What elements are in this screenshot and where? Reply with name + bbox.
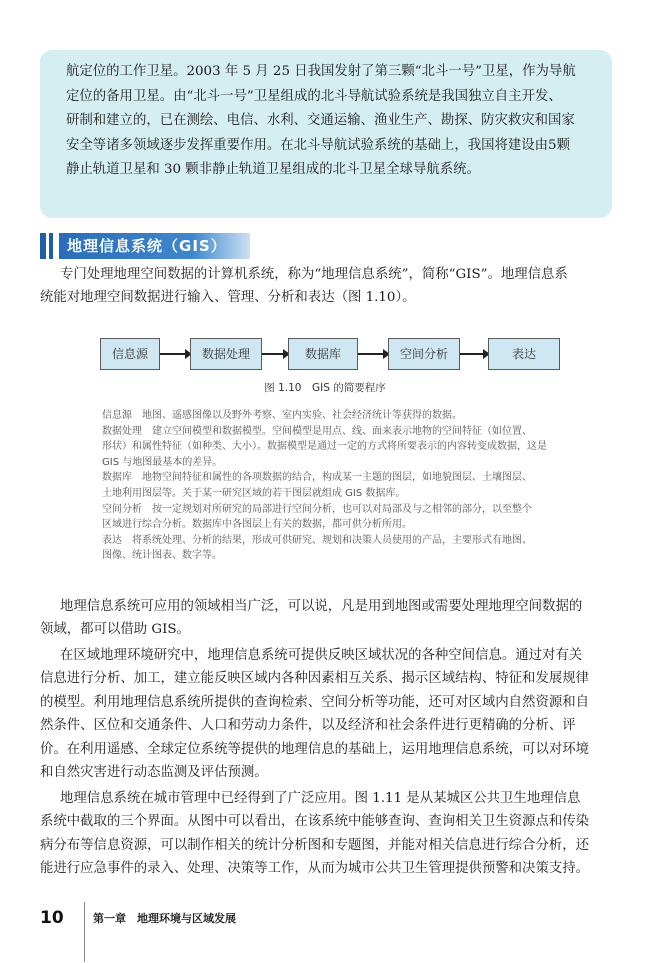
note-line: GIS 与地图最基本的差异。 xyxy=(102,456,223,468)
gis-flow-diagram xyxy=(100,338,560,370)
body-line: 的模型。利用地理信息系统所提供的查询检索、空间分析等功能，还可对区域内自然资源和自 xyxy=(40,694,590,710)
footer-divider xyxy=(84,902,85,962)
body-paragraph-3 xyxy=(40,787,616,881)
flow-step-database: 数据库 xyxy=(288,338,358,370)
flow-arrow-icon xyxy=(262,353,288,355)
figure-caption: 图 1.10 GIS 的简要程序 xyxy=(264,382,386,394)
body-line: 地理信息系统可应用的领域相当广泛，可以说，凡是用到地图或需要处理地理空间数据的 xyxy=(60,599,583,614)
flow-step-processing: 数据处理 xyxy=(190,338,262,370)
body-paragraph-1 xyxy=(40,595,616,642)
intro-line: 统能对地理空间数据进行输入、管理、分析和表达（图 1.10）。 xyxy=(40,290,416,306)
body-line: 然条件、区位和交通条件、人口和劳动力条件，以及经济和社会条件进行更精确的分析、评 xyxy=(40,718,576,734)
page-number: 10 xyxy=(40,908,64,928)
info-line: 研制和建立的，已在测绘、电信、水利、交通运输、渔业生产、勘探、防灾救灾和国家 xyxy=(66,113,575,129)
note-line: 数据处理 建立空间模型和数据模型。空间模型是用点、线、面来表示地物的空间特征（如位置、 xyxy=(102,425,532,437)
note-line: 数据库 地物空间特征和属性的各项数据的结合，构成某一主题的图层，如地貌图层、土壤图层、 xyxy=(102,472,532,484)
note-line: 区域进行综合分析。数据库中各图层上有关的数据，都可供分析所用。 xyxy=(102,519,412,531)
info-box xyxy=(40,50,612,218)
intro-paragraph xyxy=(40,263,616,310)
info-line: 定位的备用卫星。由“北斗一号”卫星组成的北斗导航试验系统是我国独立自主开发、 xyxy=(66,88,562,104)
flow-step-expression: 表达 xyxy=(488,338,560,370)
body-line: 系统中截取的三个界面。从图中可以看出，在该系统中能够查询、查询相关卫生资源点和传染 xyxy=(40,814,590,830)
flow-arrow-icon xyxy=(160,353,190,355)
body-line: 信息进行分析、加工，建立能反映区域内各种因素相互关系、揭示区域结构、特征和发展规律 xyxy=(40,671,590,687)
body-line: 在区域地理环境研究中，地理信息系统可提供反映区域状况的各种空间信息。通过对有关 xyxy=(60,648,583,663)
body-line: 价。在利用遥感、全球定位系统等提供的地理信息的基础上，运用地理信息系统，可以对环境 xyxy=(40,741,590,757)
info-line: 航定位的工作卫星。2003 年 5 月 25 日我国发射了第三颗“北斗一号”卫星，作为导航 xyxy=(66,64,576,79)
body-paragraph-2 xyxy=(40,644,616,784)
body-line: 地理信息系统在城市管理中已经得到了广泛应用。图 1.11 是从某城区公共卫生地理信息 xyxy=(60,791,581,806)
figure-notes xyxy=(102,408,582,564)
chapter-title: 第一章 地理环境与区域发展 xyxy=(93,912,236,925)
body-line: 能进行应急事件的录入、处理、决策等工作，从而为城市公共卫生管理提供预警和决策支持。 xyxy=(40,861,590,877)
body-line: 和自然灾害进行动态监测及评估预测。 xyxy=(40,765,268,781)
note-line: 土地利用图层等。关于某一研究区域的若干图层就组成 GIS 数据库。 xyxy=(102,487,406,499)
info-line: 静止轨道卫星和 30 颗非静止轨道卫星组成的北斗卫星全球导航系统。 xyxy=(66,162,480,178)
intro-line: 专门处理地理空间数据的计算机系统，称为“地理信息系统”，简称“GIS”。地理信息系 xyxy=(60,267,568,282)
info-line: 安全等诸多领域逐步发挥重要作用。在北斗导航试验系统的基础上，我国将建设由5颗 xyxy=(66,137,570,153)
body-line: 领域，都可以借助 GIS。 xyxy=(40,622,190,638)
flow-arrow-icon xyxy=(460,353,488,355)
note-line: 形状）和属性特征（如种类、大小）。数据模型是通过一定的方式将所要表示的内容转变成数据，这是 xyxy=(102,441,547,453)
flow-arrow-icon xyxy=(358,353,388,355)
note-line: 表达 将系统处理、分析的结果，形成可供研究、规划和决策人员使用的产品，主要形式有地图、 xyxy=(102,534,532,546)
note-line: 信息源 地图、遥感图像以及野外考察、室内实验、社会经济统计等获得的数据。 xyxy=(102,410,462,421)
flow-step-source: 信息源 xyxy=(100,338,160,370)
heading-bars-icon xyxy=(40,233,53,259)
section-title: 地理信息系统（GIS） xyxy=(59,233,250,259)
note-line: 空间分析 按一定规划对所研究的局部进行空间分析，也可以对局部及与之相邻的部分，以至整个 xyxy=(102,503,532,515)
body-line: 病分布等信息资源，可以制作相关的统计分析图和专题图，并能对相关信息进行综合分析，还 xyxy=(40,837,590,853)
section-heading xyxy=(40,233,250,259)
note-line: 图像、统计图表、数字等。 xyxy=(102,550,222,562)
flow-step-analysis: 空间分析 xyxy=(388,338,460,370)
page-footer xyxy=(40,903,236,933)
